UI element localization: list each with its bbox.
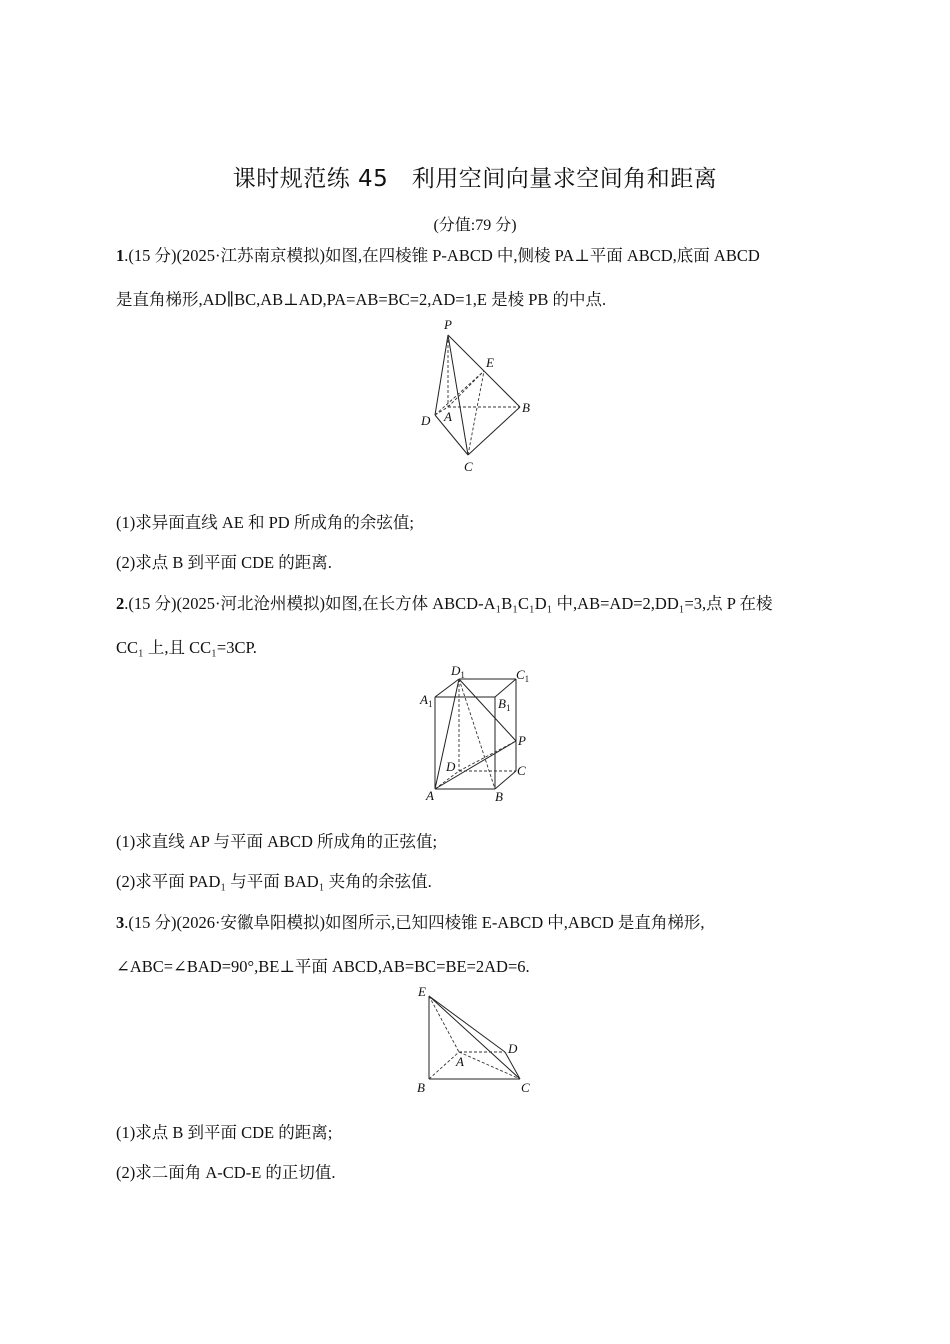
label-C1: $C_1$ bbox=[516, 667, 530, 684]
label-D: D bbox=[446, 759, 456, 774]
label-A: A bbox=[426, 788, 434, 803]
problem-3-stem-line-2: ∠ABC=∠BAD=90°,BE⊥平面 ABCD,AB=BC=BE=2AD=6. bbox=[116, 957, 530, 976]
problem-1-question-2: (2)求点 B 到平面 CDE 的距离. bbox=[116, 553, 332, 572]
label-C: C bbox=[517, 763, 526, 778]
problem-stem: 如图,在四棱锥 P-ABCD 中,侧棱 PA⊥平面 ABCD,底面 ABCD bbox=[324, 246, 760, 265]
problem-score: (15 分) bbox=[128, 594, 177, 613]
problem-3-stem-line-1: 3.(15 分)(2026·安徽阜阳模拟)如图所示,已知四棱锥 E-ABCD 中,ABCD 是直角梯形, bbox=[116, 913, 705, 932]
figure-3-pyramid bbox=[410, 982, 540, 1098]
label-B: B bbox=[522, 400, 530, 415]
page-title: 课时规范练 45 利用空间向量求空间角和距离 bbox=[232, 166, 718, 192]
label-A1: $A_1$ bbox=[420, 692, 433, 709]
problem-1-stem-line-2: 是直角梯形,AD∥BC,AB⊥AD,PA=AB=BC=2,AD=1,E 是棱 PB 的中点. bbox=[116, 290, 607, 309]
label-D: D bbox=[421, 413, 431, 428]
problem-source: (2025·河北沧州模拟) bbox=[176, 594, 325, 613]
label-C: C bbox=[464, 459, 473, 474]
problem-number: 3 bbox=[116, 913, 125, 932]
problem-score: (15 分) bbox=[128, 913, 177, 932]
label-D: D bbox=[508, 1041, 518, 1056]
problem-number: 2 bbox=[116, 594, 125, 613]
label-A: A bbox=[456, 1054, 464, 1069]
label-C: C bbox=[521, 1080, 530, 1095]
problem-1-question-1: (1)求异面直线 AE 和 PD 所成角的余弦值; bbox=[116, 513, 414, 532]
figure-2-cuboid bbox=[415, 664, 540, 806]
problem-stem: 如图,在长方体 ABCD-A₁B₁C₁D₁ 中,AB=AD=2,DD₁=3,点 P 在棱 bbox=[324, 594, 773, 613]
problem-2-stem-line-1: 2.(15 分)(2025·河北沧州模拟)如图,在长方体 ABCD-A₁B₁C₁D₁ 中,AB=AD=2,DD₁=3,点 P 在棱 bbox=[116, 594, 773, 613]
label-B1: $B_1$ bbox=[498, 696, 511, 713]
problem-number: 1 bbox=[116, 246, 125, 265]
label-B: B bbox=[417, 1080, 425, 1095]
problem-2-stem-line-2: CC₁ 上,且 CC₁=3CP. bbox=[116, 638, 257, 657]
problem-2-question-1: (1)求直线 AP 与平面 ABCD 所成角的正弦值; bbox=[116, 832, 438, 851]
problem-1-stem-line-1: 1.(15 分)(2025·江苏南京模拟)如图,在四棱锥 P-ABCD 中,侧棱 PA⊥平面 ABCD,底面 ABCD bbox=[116, 246, 760, 265]
problem-3-question-1: (1)求点 B 到平面 CDE 的距离; bbox=[116, 1123, 333, 1142]
label-B: B bbox=[495, 789, 503, 804]
problem-3-question-2: (2)求二面角 A-CD-E 的正切值. bbox=[116, 1163, 336, 1182]
page-subtitle: (分值:79 分) bbox=[433, 217, 517, 234]
figure-1-pyramid bbox=[415, 315, 540, 477]
problem-score: (15 分) bbox=[128, 246, 177, 265]
label-D1: $D_1$ bbox=[451, 664, 465, 680]
label-E: E bbox=[418, 984, 426, 999]
label-E: E bbox=[486, 355, 494, 370]
label-P: P bbox=[444, 317, 452, 332]
problem-source: (2026·安徽阜阳模拟) bbox=[176, 913, 325, 932]
problem-stem: 如图所示,已知四棱锥 E-ABCD 中,ABCD 是直角梯形, bbox=[324, 913, 705, 932]
label-P: P bbox=[518, 733, 526, 748]
problem-source: (2025·江苏南京模拟) bbox=[176, 246, 325, 265]
problem-2-question-2: (2)求平面 PAD₁ 与平面 BAD₁ 夹角的余弦值. bbox=[116, 872, 432, 891]
label-A: A bbox=[444, 409, 452, 424]
